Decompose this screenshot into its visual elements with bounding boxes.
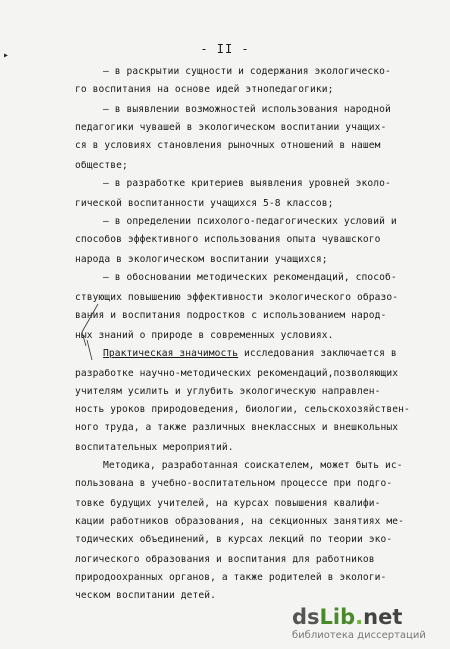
text-line: кации работников образования, на секционных занятиях ме- bbox=[75, 516, 405, 527]
text-line: разработке научно-методических рекомендаций,позволяющих bbox=[75, 368, 399, 379]
text-line: го воспитания на основе идей этнопедагогики; bbox=[75, 84, 334, 95]
text-line: – в обосновании методических рекомендаций, способ- bbox=[103, 272, 397, 283]
text-line: – в определении психолого-педагогических условий и bbox=[103, 216, 397, 227]
text-line: товке будущих учителей, на курсах повышения квалифи- bbox=[75, 498, 381, 509]
text-line: воспитательных мероприятий. bbox=[75, 442, 234, 453]
underlined-heading: Практическая значимость bbox=[103, 348, 239, 359]
watermark-subtitle: библиотека диссертаций bbox=[292, 630, 426, 641]
text-line: – в выявлении возможностей использования народной bbox=[103, 104, 391, 115]
dslib-watermark bbox=[292, 603, 442, 643]
text-line: педагогики чувашей в экологическом воспитании учащих- bbox=[75, 122, 387, 133]
text-line: учителям усилить и углубить экологическую направлен- bbox=[75, 386, 381, 397]
dslib-logo: dsLib.net bbox=[292, 605, 403, 629]
text-line: тодических объединений, в курсах лекций по теории эко- bbox=[75, 534, 393, 545]
text-line: ность уроков природоведения, биологии, сельскохозяйствен- bbox=[75, 404, 410, 415]
text-line: природоохранных органов, а также родителей в экологи- bbox=[75, 572, 387, 583]
page-number: - II - bbox=[200, 42, 250, 56]
margin-mark: ▸ bbox=[3, 50, 10, 61]
text-line: ся в условиях становления рыночных отношений в нашем bbox=[75, 140, 381, 151]
text-line: ных знаний о природе в современных условиях. bbox=[75, 330, 334, 341]
text-line: способов эффективного использования опыта чувашского bbox=[75, 234, 381, 245]
handwritten-pen-mark-icon bbox=[78, 302, 100, 362]
text-line: – в раскрытии сущности и содержания экологическо- bbox=[103, 66, 391, 77]
text-line: – в разработке критериев выявления уровней эколо- bbox=[103, 178, 391, 189]
text-line: логического образования и воспитания для работников bbox=[75, 554, 375, 565]
text-line: пользована в учебно-воспитательном процессе при подго- bbox=[75, 478, 393, 489]
text-line: гической воспитанности учащихся 5-8 классов; bbox=[75, 198, 334, 209]
text-line: ческом воспитании детей. bbox=[75, 590, 217, 601]
text-line: народа в экологическом воспитании учащихся; bbox=[75, 254, 328, 265]
text-line: ствующих повышению эффективности экологического образо- bbox=[75, 292, 399, 303]
text-line: ного труда, а также различных внеклассных и внешкольных bbox=[75, 422, 399, 433]
text-line: обществе; bbox=[75, 160, 128, 171]
text-line: вания и воспитания подростков с использованием народ- bbox=[75, 310, 387, 321]
text-line: Практическая значимость исследования заключается в bbox=[103, 348, 397, 359]
text-line: Методика, разработанная соискателем, может быть ис- bbox=[103, 460, 403, 471]
